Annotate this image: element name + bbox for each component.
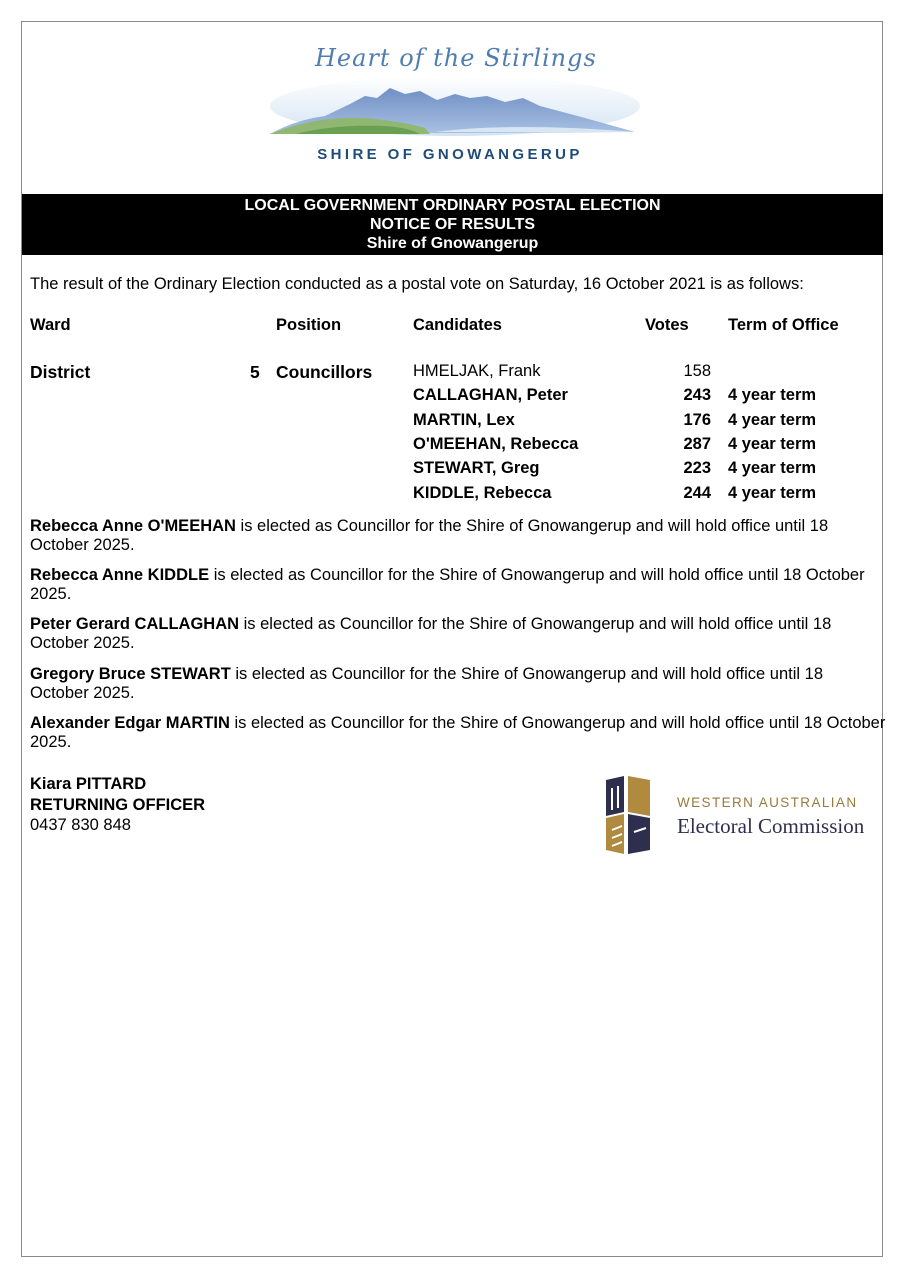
returning-officer-phone: 0437 830 848 xyxy=(30,816,131,834)
candidate-votes: 244 xyxy=(683,484,711,502)
header-votes: Votes xyxy=(645,316,689,334)
vacancy-count: 5 xyxy=(250,362,260,382)
waec-line-2: Electoral Commission xyxy=(677,814,865,838)
banner-line-1: LOCAL GOVERNMENT ORDINARY POSTAL ELECTION xyxy=(244,197,661,214)
returning-officer-name: Kiara PITTARD xyxy=(30,775,147,793)
candidate-term: 4 year term xyxy=(728,459,817,477)
elected-statement xyxy=(30,517,886,555)
candidate-name: HMELJAK, Frank xyxy=(413,362,541,380)
candidate-votes: 243 xyxy=(683,386,711,404)
waec-line-1: WESTERN AUSTRALIAN xyxy=(677,795,858,810)
elected-text: is elected as Councillor for the Shire of Gnowangerup and will hold office until 18 October 2025. xyxy=(30,615,832,652)
logo-script-text: Heart of the Stirlings xyxy=(315,44,597,72)
candidate-name: MARTIN, Lex xyxy=(413,411,515,429)
elected-name: Rebecca Anne O'MEEHAN xyxy=(30,517,236,535)
returning-officer-title: RETURNING OFFICER xyxy=(30,795,206,814)
elected-text: is elected as Councillor for the Shire of Gnowangerup and will hold office until 18 October 2025. xyxy=(30,517,829,554)
waec-emblem-icon xyxy=(604,774,652,856)
elected-statement xyxy=(30,566,886,604)
elected-name: Gregory Bruce STEWART xyxy=(30,665,231,683)
title-banner xyxy=(22,194,883,255)
elected-statement xyxy=(30,615,886,653)
elected-text: is elected as Councillor for the Shire of Gnowangerup and will hold office until 18 October 2025. xyxy=(30,566,865,603)
header-term: Term of Office xyxy=(728,316,839,334)
header-position: Position xyxy=(276,316,342,334)
candidate-name: O'MEEHAN, Rebecca xyxy=(413,435,579,453)
header-candidates: Candidates xyxy=(413,316,502,334)
elected-text: is elected as Councillor for the Shire of Gnowangerup and will hold office until 18 October 2025. xyxy=(30,714,886,751)
signature-block xyxy=(30,774,205,836)
banner-line-2: NOTICE OF RESULTS xyxy=(369,216,536,233)
candidate-name: KIDDLE, Rebecca xyxy=(413,484,552,502)
shire-name: SHIRE OF GNOWANGERUP xyxy=(317,146,583,163)
candidate-term: 4 year term xyxy=(728,484,817,502)
elected-name: Rebecca Anne KIDDLE xyxy=(30,566,210,584)
banner-line-3: Shire of Gnowangerup xyxy=(366,235,539,252)
elected-statement xyxy=(30,665,886,703)
elected-name: Peter Gerard CALLAGHAN xyxy=(30,615,240,633)
candidate-term: 4 year term xyxy=(728,386,817,404)
header-ward: Ward xyxy=(30,316,71,334)
elected-text: is elected as Councillor for the Shire of Gnowangerup and will hold office until 18 October 2025. xyxy=(30,665,824,702)
candidate-name: STEWART, Greg xyxy=(413,459,540,477)
elected-name: Alexander Edgar MARTIN xyxy=(30,714,230,732)
position-name: Councillors xyxy=(276,362,373,382)
candidate-name: CALLAGHAN, Peter xyxy=(413,386,568,404)
candidate-term: 4 year term xyxy=(728,435,817,453)
elected-statement xyxy=(30,714,886,752)
waec-logo xyxy=(604,774,884,856)
candidate-votes: 287 xyxy=(683,435,711,453)
ward-name: District xyxy=(30,362,91,382)
candidate-votes: 223 xyxy=(683,459,711,477)
intro-text: The result of the Ordinary Election conducted as a postal vote on Saturday, 16 October 2021 is as follows: xyxy=(30,275,804,293)
candidate-votes: 158 xyxy=(683,362,711,380)
candidate-term: 4 year term xyxy=(728,411,817,429)
candidate-votes: 176 xyxy=(683,411,711,429)
